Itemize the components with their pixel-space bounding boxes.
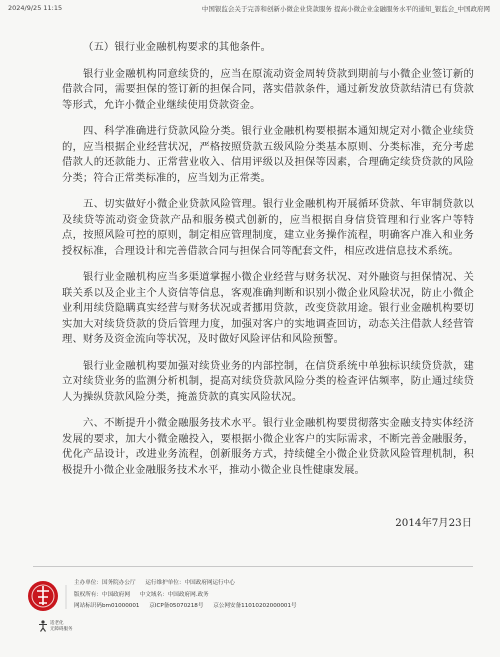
- print-date: 2024/9/25 11:15: [8, 4, 63, 12]
- paragraph-section-6: 六、不断提升小微金融服务技术水平。银行业金融机构要贯彻落实金融支持实体经济发展的要求，加大小微金融投入，要根据小微企业客户的实际需求，不断完善金融服务，优化产品设计，改进业务流程，创新服务方式，持续健全小微企业贷款风险管理机制，积极提升小微企业金融服务技术水平，推动小微企业良性健康发展。: [62, 417, 474, 476]
- footer-site-id: 网站标识码bm01000001: [74, 603, 140, 609]
- footer-operator: 运行维护单位：中国政府网运行中心: [145, 580, 235, 586]
- paragraph-section-4: 四、科学准确进行贷款风险分类。银行业金融机构要根据本通知规定对小微企业续贷的，应当根据企业经营状况，严格按照贷款五级风险分类基本原则、分类标准，充分考虑借款人的还款能力、正常营业收入、信用评级以及担保等因素，合理确定续贷贷款的风险分类；符合正常类标准的，应当划为正常类。: [62, 125, 474, 184]
- accessibility-icon: [38, 620, 48, 632]
- paragraph-internal-control: 银行业金融机构要加强对续贷业务的内部控制，在信贷系统中单独标识续贷贷款，建立对续贷业务的监测分析机制，提高对续贷贷款风险分类的检查评估频率，防止通过续贷人为操纵贷款风险分类，掩盖贷款的真实风险状况。: [62, 359, 474, 403]
- gov-emblem-logo[interactable]: [22, 577, 74, 617]
- footer-icp[interactable]: 京ICP备05070218号: [149, 603, 204, 609]
- footer-host: 主办单位：国务院办公厅: [74, 580, 136, 586]
- accessibility-link[interactable]: [38, 620, 74, 636]
- article-body: [62, 40, 474, 489]
- print-header: [0, 0, 500, 16]
- paragraph-condition-5: （五）银行业金融机构要求的其他条件。: [83, 41, 272, 53]
- accessibility-label-elderly: 适老化: [50, 621, 64, 626]
- paragraph-section-5: 五、切实做好小微企业贷款风险管理。银行业金融机构开展循环贷款、年审制贷款以及续贷等流动资金贷款产品和服务模式创新的，应当根据自身信贷管理和行业客户等特点，按照风险可控的原则，制定相应管理制度，建立业务操作流程，明确客户准入和业务授权标准，合理设计和完善借款合同与担保合同等配套文件，相应改进信息技术系统。: [62, 198, 474, 257]
- paragraph-risk-info: 银行业金融机构应当多渠道掌握小微企业经营与财务状况、对外融资与担保情况、关联关系以及企业主个人资信等信息，客观准确判断和识别小微企业风险状况，防止小微企业利用续贷隐瞒真实经营与财务状况或者挪用贷款，改变贷款用途。银行业金融机构要切实加大对续贷贷款的贷后管理力度，加强对客户的实地调查回访，动态关注借款人经营管理、财务及资金流向等状况，及时做好风险评估和风险预警。: [62, 271, 474, 345]
- print-title: 中国银监会关于完善和创新小微企业贷款服务 提高小微企业金融服务水平的通知_银监会_中国政府网: [201, 5, 490, 13]
- footer-cn-domain: 中文域名：中国政府网.政务: [139, 591, 209, 598]
- sign-date: 2014年7月23日: [395, 517, 472, 529]
- paragraph-renewal-contract: 银行业金融机构同意续贷的，应当在原流动资金周转贷款到期前与小微企业签订新的借款合同，需要担保的签订新的担保合同，落实借款条件，通过新发放贷款结清已有贷款等形式，允许小微企业继续使用贷款资金。: [62, 67, 474, 111]
- footer-divider: [33, 566, 473, 567]
- footer-police-record[interactable]: 京公网安备11010202000001号: [213, 603, 297, 609]
- footer-info: [74, 578, 297, 613]
- footer-copyright: 版权所有：中国政府网: [74, 591, 130, 598]
- accessibility-label-barrier-free: 无障碍服务: [50, 627, 73, 632]
